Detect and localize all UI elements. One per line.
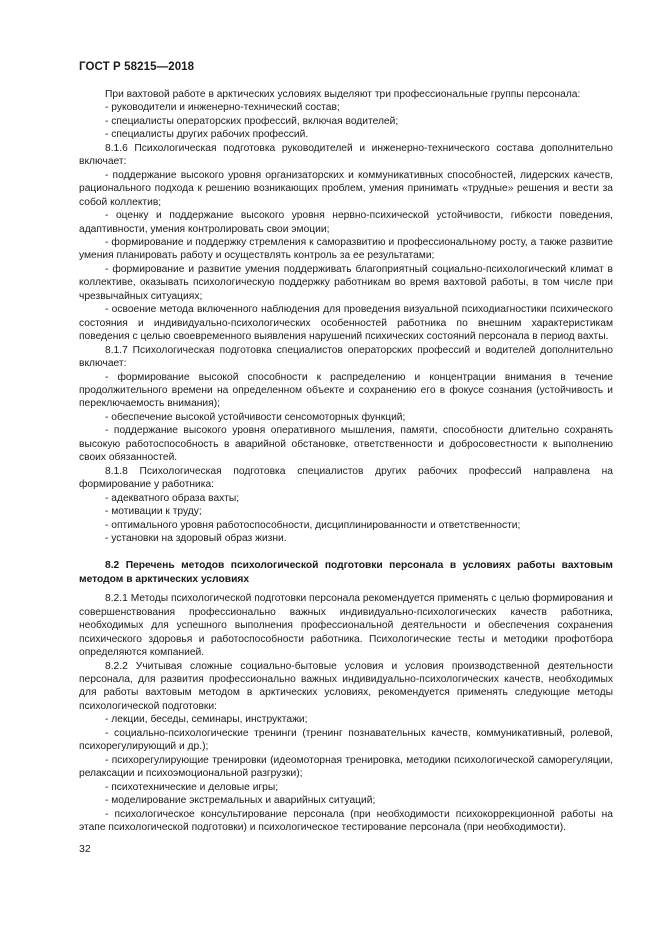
list-item: - социально-психологические тренинги (тренинг познавательных качеств, коммуникативный, ролевой, психорегулирующий и др.); bbox=[79, 727, 613, 753]
list-item: - формирование и поддержку стремления к саморазвитию и профессиональному росту, а также развитие умения планировать работу и осуществлять контроль за ее результатами; bbox=[79, 236, 613, 262]
list-item: - адекватного образа вахты; bbox=[105, 492, 240, 504]
list-item: - установки на здоровый образ жизни. bbox=[105, 532, 287, 544]
list-item: - руководители и инженерно-технический состав; bbox=[105, 102, 340, 114]
list-item: - психологическое консультирование персонала (при необходимости психокоррекционной работы на этапе психологической подготовки) и психологическое тестирование персонала (при необходимости). bbox=[79, 808, 613, 834]
list-item: - специалисты других рабочих профессий. bbox=[105, 129, 309, 141]
document-code-header: ГОСТ Р 58215—2018 bbox=[79, 61, 195, 73]
clause-8-2-1: 8.2.1 Методы психологической подготовки персонала рекомендуется применять с целью формирования и совершенствования профессионально важных индивидуально-психологических качеств работника, необходимых для успешного выполнения профессиональной деятельности и обеспечения сохранения психического здоровья и работоспособности работника. Психологические тесты и методики профотбора определяются компанией. bbox=[79, 593, 613, 659]
clause-8-1-7: 8.1.7 Психологическая подготовка специалистов операторских профессий и водителей дополнительно включает: bbox=[79, 344, 613, 370]
list-item: - мотивации к труду; bbox=[105, 506, 202, 518]
section-heading-8-2: 8.2 Перечень методов психологической подготовки персонала в условиях работы вахтовым методом в арктических условиях bbox=[79, 560, 613, 585]
list-item: - оценку и поддержание высокого уровня нервно-психической устойчивости, гибкости поведения, адаптивности, умения контролировать свои эмоции; bbox=[79, 210, 613, 235]
list-item: - оптимального уровня работоспособности, дисциплинированности и ответственности; bbox=[105, 519, 521, 531]
list-item: - моделирование экстремальных и аварийных ситуаций; bbox=[105, 795, 376, 807]
list-item: - обеспечение высокой устойчивости сенсомоторных функций; bbox=[105, 411, 406, 423]
list-item: - психотехнические и деловые игры; bbox=[105, 781, 279, 793]
list-item: - лекции, беседы, семинары, инструктажи; bbox=[105, 714, 308, 726]
list-item: - специалисты операторских профессий, включая водителей; bbox=[105, 115, 399, 127]
paragraph-intro: При вахтовой работе в арктических условиях выделяют три профессиональные группы персонала: bbox=[105, 89, 581, 100]
list-item: - формирование высокой способности к распределению и концентрации внимания в течение продолжительного времени на определенном объекте и сохранению его в фокусе сознания (устойчивость и переключаемость внимания); bbox=[79, 371, 613, 410]
list-item: - поддержание высокого уровня организаторских и коммуникативных способностей, лидерских качеств, рационального подхода к решению возникающих проблем, умения принимать «трудные» решения и вести за собой коллектив; bbox=[79, 169, 613, 208]
list-item: - освоение метода включенного наблюдения для проведения визуальной психодиагностики психического состояния и индивидуально-психологических особенностей работника по внешним характеристикам поведения с целью своевременного выявления нарушений психических состояний персонала в период вахты. bbox=[79, 304, 613, 343]
clause-8-2-2: 8.2.2 Учитывая сложные социально-бытовые условия и условия производственной деятельности персонала, для развития профессионально важных индивидуально-психологических качеств, необходимых для работы вахтовым методом в арктических условиях, рекомендуется применять следующие методы психологической подготовки: bbox=[79, 660, 613, 712]
clause-8-1-6: 8.1.6 Психологическая подготовка руководителей и инженерно-технического состава дополнительно включает: bbox=[79, 142, 613, 168]
list-item: - формирование и развитие умения поддерживать благоприятный социально-психологический климат в коллективе, оказывать психологическую поддержку работникам во время вахтовой работы, в том числе при чрезвычайных ситуациях; bbox=[79, 263, 613, 302]
clause-8-1-8: 8.1.8 Психологическая подготовка специалистов других рабочих профессий направлена на формирование у работника: bbox=[79, 465, 613, 491]
list-item: - психорегулирующие тренировки (идеомоторная тренировка, методики психологической саморегуляции, релаксации и психоэмоциональной разгрузки); bbox=[79, 754, 613, 780]
document-body bbox=[79, 88, 613, 834]
page-number: 32 bbox=[79, 843, 91, 855]
list-item: - поддержание высокого уровня оперативного мышления, памяти, способности длительно сохранять высокую работоспособность в аварийной обстановке, ответственности и добросовестности к выполнению своих обязанностей. bbox=[79, 425, 613, 464]
